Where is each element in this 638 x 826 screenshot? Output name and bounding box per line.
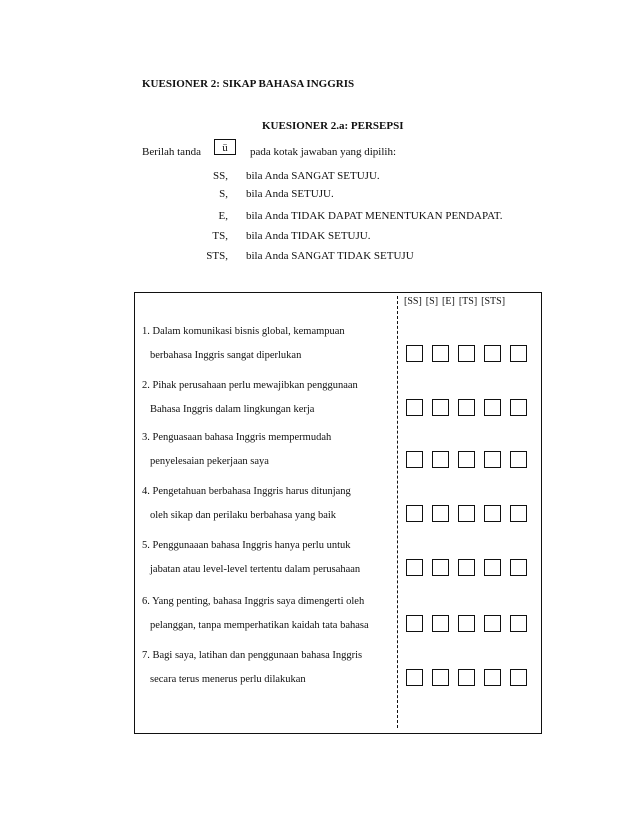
question-text: 2. Pihak perusahaan perlu mewajibkan penggunaan (142, 380, 358, 391)
legend-code: SS, (213, 170, 228, 182)
answer-checkbox-sts[interactable] (510, 451, 527, 468)
question-text: 6. Yang penting, bahasa Inggris saya dimengerti oleh (142, 596, 365, 607)
legend-description: bila Anda SANGAT SETUJU. (246, 170, 380, 182)
legend-code: TS, (212, 230, 228, 242)
section-title: KUESIONER 2.a: PERSEPSI (262, 120, 404, 132)
legend-description: bila Anda TIDAK DAPAT MENENTUKAN PENDAPAT. (246, 210, 503, 222)
answer-checkbox-ts[interactable] (484, 399, 501, 416)
answer-checkbox-ts[interactable] (484, 345, 501, 362)
legend-code: E, (218, 210, 228, 222)
answer-checkbox-ss[interactable] (406, 669, 423, 686)
answer-checkbox-ts[interactable] (484, 505, 501, 522)
answer-checkbox-ts[interactable] (484, 615, 501, 632)
answer-checkbox-s[interactable] (432, 615, 449, 632)
answer-options-header (404, 296, 509, 307)
answer-checkbox-s[interactable] (432, 345, 449, 362)
answer-checkbox-ss[interactable] (406, 451, 423, 468)
answer-checkbox-e[interactable] (458, 669, 475, 686)
question-text: 1. Dalam komunikasi bisnis global, kemampuan (142, 326, 345, 337)
question-text-continued: penyelesaian pekerjaan saya (150, 456, 269, 467)
answer-checkbox-ss[interactable] (406, 615, 423, 632)
answer-checkbox-s[interactable] (432, 559, 449, 576)
answer-checkbox-ts[interactable] (484, 559, 501, 576)
instruction-suffix: pada kotak jawaban yang dipilih: (250, 146, 397, 158)
legend-code: STS, (206, 250, 228, 262)
question-text-continued: pelanggan, tanpa memperhatikan kaidah tata bahasa (150, 620, 369, 631)
answer-checkbox-sts[interactable] (510, 615, 527, 632)
option-header: [SS] (404, 296, 422, 307)
question-text-continued: secara terus menerus perlu dilakukan (150, 674, 306, 685)
answer-checkbox-e[interactable] (458, 345, 475, 362)
option-header: [STS] (481, 296, 506, 307)
option-header: [TS] (458, 296, 478, 307)
answer-checkbox-e[interactable] (458, 559, 475, 576)
answer-checkbox-ss[interactable] (406, 505, 423, 522)
answer-checkbox-sts[interactable] (510, 345, 527, 362)
answer-checkbox-ss[interactable] (406, 559, 423, 576)
legend-code: S, (219, 188, 228, 200)
answer-checkbox-sts[interactable] (510, 559, 527, 576)
question-text: 3. Penguasaan bahasa Inggris mempermudah (142, 432, 332, 443)
answer-checkbox-e[interactable] (458, 399, 475, 416)
answer-checkbox-s[interactable] (432, 451, 449, 468)
answer-checkbox-e[interactable] (458, 505, 475, 522)
answer-checkbox-e[interactable] (458, 451, 475, 468)
instruction-prefix: Berilah tanda (142, 146, 201, 158)
answer-checkbox-ss[interactable] (406, 399, 423, 416)
question-text-continued: berbahasa Inggris sangat diperlukan (150, 350, 302, 361)
answer-checkbox-s[interactable] (432, 669, 449, 686)
question-text-continued: jabatan atau level-level tertentu dalam perusahaan (150, 564, 361, 575)
answer-checkbox-e[interactable] (458, 615, 475, 632)
question-text: 5. Penggunaaan bahasa Inggris hanya perlu untuk (142, 540, 351, 551)
answer-checkbox-s[interactable] (432, 505, 449, 522)
question-text-continued: oleh sikap dan perilaku berbahasa yang baik (150, 510, 337, 521)
column-divider (397, 296, 398, 728)
answer-checkbox-sts[interactable] (510, 669, 527, 686)
legend-description: bila Anda SETUJU. (246, 188, 334, 200)
answer-checkbox-sts[interactable] (510, 505, 527, 522)
answer-checkbox-sts[interactable] (510, 399, 527, 416)
option-header: [E] (442, 296, 455, 307)
option-header: [S] (425, 296, 439, 307)
question-text: 4. Pengetahuan berbahasa Inggris harus ditunjang (142, 486, 351, 497)
question-text-continued: Bahasa Inggris dalam lingkungan kerja (150, 404, 315, 415)
question-text: 7. Bagi saya, latihan dan penggunaan bahasa Inggris (142, 650, 363, 661)
legend-description: bila Anda TIDAK SETUJU. (246, 230, 371, 242)
answer-checkbox-ss[interactable] (406, 345, 423, 362)
answer-checkbox-ts[interactable] (484, 451, 501, 468)
check-mark-icon: ü (222, 142, 228, 154)
check-mark-example-box (214, 139, 236, 155)
document-title: KUESIONER 2: SIKAP BAHASA INGGRIS (142, 78, 355, 90)
answer-checkbox-ts[interactable] (484, 669, 501, 686)
answer-checkbox-s[interactable] (432, 399, 449, 416)
legend-description: bila Anda SANGAT TIDAK SETUJU (246, 250, 414, 262)
